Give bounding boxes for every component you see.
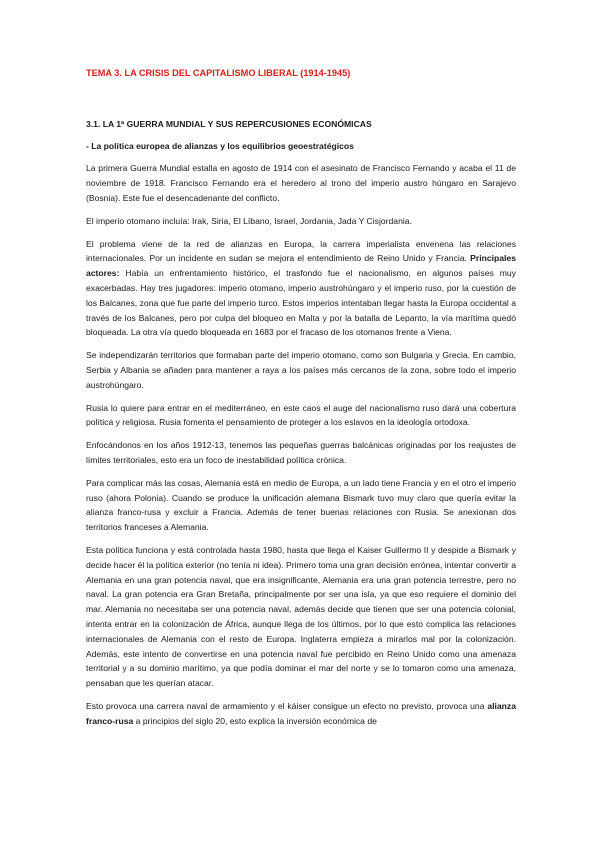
body-paragraph: Esto provoca una carrera naval de armamiento y el káiser consigue un efecto no previsto, provoca una alianza franco-rusa a principios del siglo 20, esto explica la inversión económica de [86, 700, 516, 726]
document-body [86, 66, 516, 736]
subsection-heading: - La política europea de alianzas y los equilibrios geoestratégicos [86, 140, 354, 151]
body-paragraph: Se independizarán territorios que formaban parte del imperio otomano, como son Bulgaria y Grecia. En cambio, Serbia y Albania se añaden para mantener a raya a los países más cercanos de la zona, sobre todo el imperio austrohúngaro. [86, 350, 516, 390]
paragraph-list [86, 161, 516, 728]
section-heading: 3.1. LA 1ª GUERRA MUNDIAL Y SUS REPERCUSIONES ECONÓMICAS [86, 118, 372, 129]
body-paragraph: Esta política funciona y está controlada hasta 1980, hasta que llega el Kaiser Guillermo II y despide a Bismark y decide hacer él la política exterior (no tenía ni idea). Primero toma una gran decisión errónea, intentar convertir a Alemania en una gran potencia naval, que era insignificante, Alemania era una gran potencia terrestre, pero no naval. La gran potencia era Gran Bretaña, principalmente por ser una isla, ya que eso requiere el dominio del mar. Alemania no necesitaba ser una potencia naval, además decide que tienen que ser una potencia colonial, intenta entrar en la colonización de África, aunque llega de los últimos, por lo que esto complica las relaciones internacionales de Alemania con el resto de Europa. Inglaterra empieza a mirarlos mal por la colonización. Además, este intento de convertirse en una potencia naval fue percibido en Reino Unido como una amenaza territorial y a su dominio marítimo, ya que podía dominar el mar del norte y se lo tomaron como una amenaza, pensaban que les querían atacar. [86, 544, 516, 689]
body-paragraph: Enfocándonos en los años 1912-13, tenemos las pequeñas guerras balcánicas originadas por los reajustes de límites territoriales, esto era un foco de inestabilidad política crónica. [86, 440, 516, 465]
body-paragraph: El problema viene de la red de alianzas en Europa, la carrera imperialista envenena las relaciones internacionales. Por un incidente en sudan se mejora el entendimiento de Reino Unido y Francia. Principales actores: Había un enfrentamiento histórico, el trasfondo fue el nacionalismo, en algunos países muy exacerbadas. Hay tres jugadores: imperio otomano, imperio austrohúngaro y el imperio ruso, por la cuestión de los Balcanes, zona que fue parte del imperio turco. Estos imperios intentaban llegar hasta la Europa occidental a través de los Balcanes, pero por culpa del bloqueo en Malta y por la batalla de Lepanto, la vía marítima quedó bloqueada. La otra vía quedo bloqueada en 1683 por el fracaso de los otomanos frente a Viena. [86, 238, 516, 338]
body-paragraph: Para complicar más las cosas, Alemania está en medio de Europa, a un lado tiene Francia y en el otro el imperio ruso (ahora Polonia). Cuando se produce la unificación alemana Bismark tuvo muy claro que quería evitar la alianza franco-rusa y excluir a Francia. Además de tener buenas relaciones con Rusia. Se anexionan dos territorios franceses a Alemania. [86, 477, 516, 533]
body-paragraph: El imperio otomano incluía: Irak, Siria, El Líbano, Israel, Jordania, Jada Y Cisjordania. [86, 215, 412, 226]
body-paragraph: La primera Guerra Mundial estalla en agosto de 1914 con el asesinato de Francisco Fernando y acaba el 11 de noviembre de 1918. Francisco Fernando era el heredero al trono del imperio austro húngaro en Sarajevo (Bosnia). Este fue el desencadenante del conflicto. [86, 163, 516, 203]
body-paragraph: Rusia lo quiere para entrar en el mediterráneo, en este caos el auge del nacionalismo ruso dará una cobertura política y religiosa. Rusia fomenta el pensamiento de proteger a los eslavos en la ideología ortodoxa. [86, 402, 516, 428]
document-title: TEMA 3. LA CRISIS DEL CAPITALISMO LIBERAL (1914-1945) [86, 68, 351, 78]
